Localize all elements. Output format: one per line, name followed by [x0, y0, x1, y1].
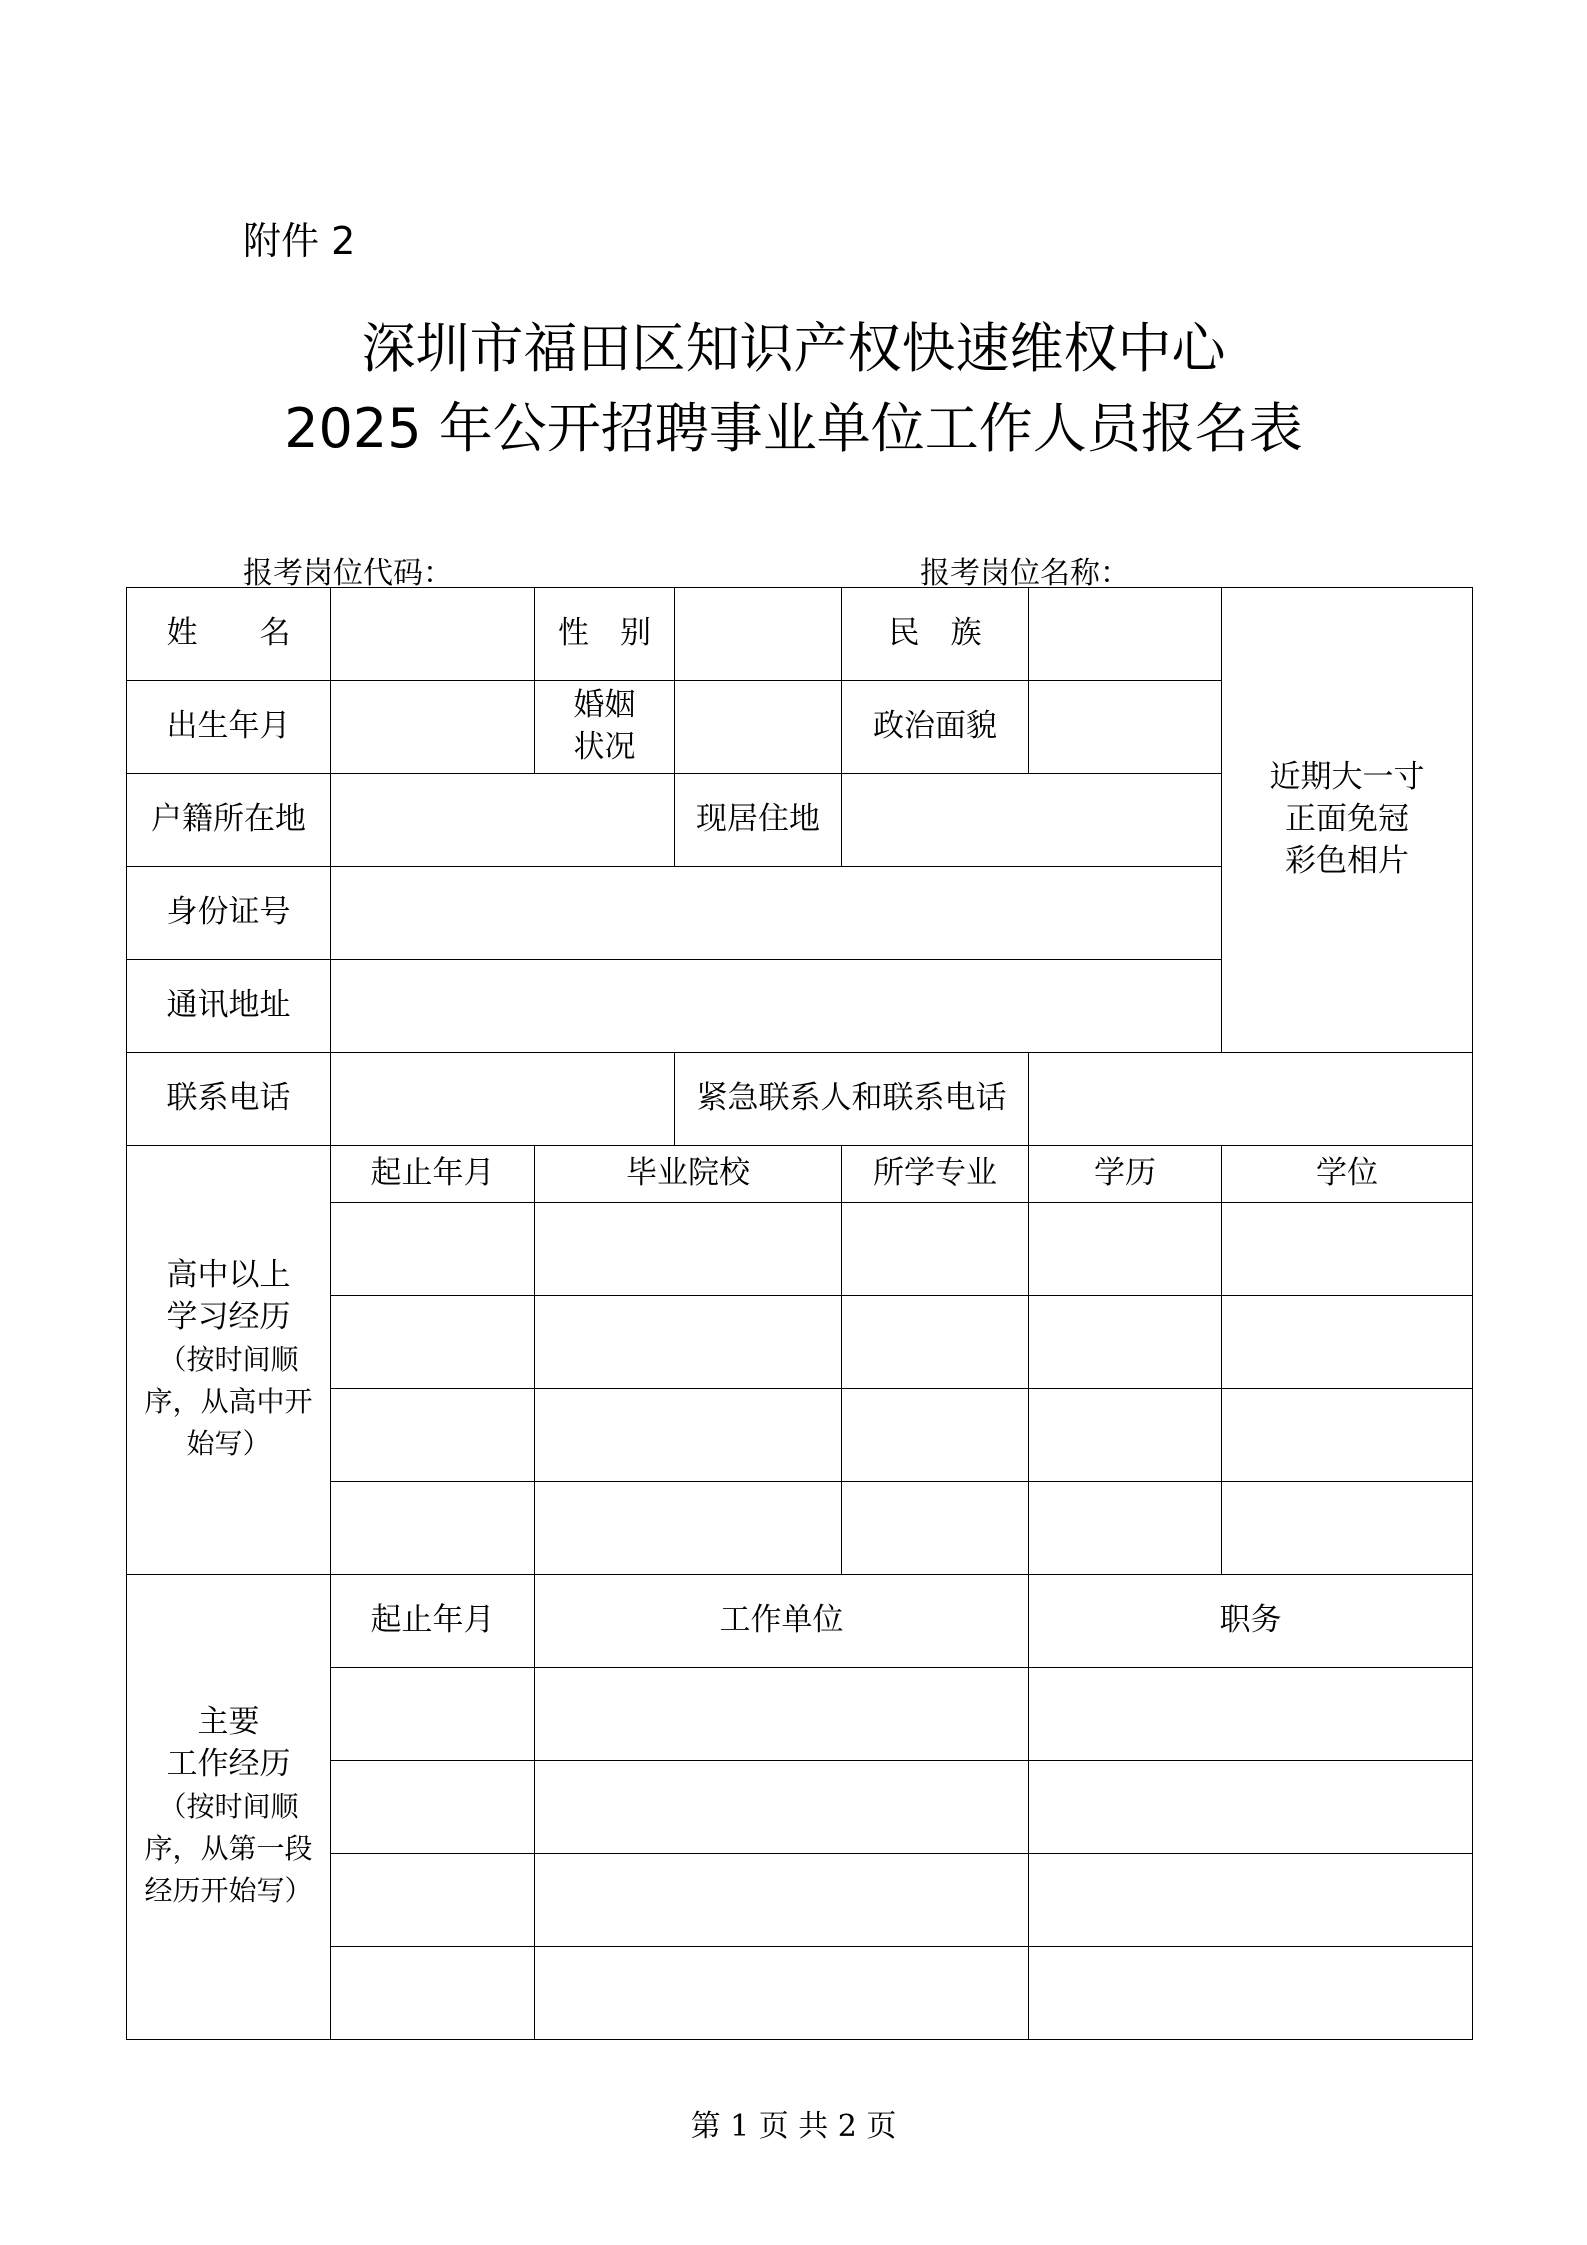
work-period-input[interactable] — [331, 1668, 535, 1761]
position-code-label: 报考岗位代码： — [243, 556, 453, 591]
edu-header-major: 所学专业 — [842, 1146, 1029, 1203]
work-period-input[interactable] — [331, 1947, 535, 2040]
education-title-2: 学习经历 — [166, 1299, 291, 1335]
edu-header-degree-level: 学历 — [1029, 1146, 1222, 1203]
residence-input[interactable] — [842, 774, 1222, 867]
emergency-contact-input[interactable] — [1029, 1053, 1473, 1146]
edu-period-input[interactable] — [331, 1203, 535, 1296]
work-employer-input[interactable] — [535, 1761, 1029, 1854]
education-section-label — [127, 1146, 331, 1575]
work-position-input[interactable] — [1029, 1761, 1473, 1854]
id-number-label: 身份证号 — [127, 867, 331, 960]
political-label: 政治面貌 — [842, 681, 1029, 774]
edu-level-input[interactable] — [1029, 1389, 1222, 1482]
phone-label: 联系电话 — [127, 1053, 331, 1146]
hukou-label: 户籍所在地 — [127, 774, 331, 867]
page-number: 第 1 页 共 2 页 — [690, 2109, 897, 2144]
political-input[interactable] — [1029, 681, 1222, 774]
edu-school-input[interactable] — [535, 1203, 842, 1296]
photo-note-line2: 正面免冠 — [1285, 801, 1409, 838]
work-title-2: 工作经历 — [166, 1746, 291, 1782]
edu-level-input[interactable] — [1029, 1482, 1222, 1575]
edu-school-input[interactable] — [535, 1389, 842, 1482]
work-employer-input[interactable] — [535, 1947, 1029, 2040]
ethnicity-label: 民 族 — [842, 588, 1029, 681]
edu-level-input[interactable] — [1029, 1296, 1222, 1389]
edu-degree-input[interactable] — [1222, 1296, 1473, 1389]
edu-major-input[interactable] — [842, 1389, 1029, 1482]
emergency-contact-label: 紧急联系人和联系电话 — [675, 1053, 1029, 1146]
id-number-input[interactable] — [331, 867, 1222, 960]
work-position-input[interactable] — [1029, 1854, 1473, 1947]
edu-header-degree: 学位 — [1222, 1146, 1473, 1203]
address-input[interactable] — [331, 960, 1222, 1053]
gender-label: 性 别 — [535, 588, 675, 681]
work-section-label — [127, 1575, 331, 2040]
edu-header-period: 起止年月 — [331, 1146, 535, 1203]
marital-input[interactable] — [675, 681, 842, 774]
hukou-input[interactable] — [331, 774, 675, 867]
edu-major-input[interactable] — [842, 1482, 1029, 1575]
edu-period-input[interactable] — [331, 1389, 535, 1482]
application-form-table — [126, 587, 1473, 2040]
work-header-period: 起止年月 — [331, 1575, 535, 1668]
work-employer-input[interactable] — [535, 1668, 1029, 1761]
edu-degree-input[interactable] — [1222, 1389, 1473, 1482]
work-header-position: 职务 — [1029, 1575, 1473, 1668]
work-employer-input[interactable] — [535, 1854, 1029, 1947]
photo-box[interactable] — [1222, 588, 1473, 1053]
ethnicity-input[interactable] — [1029, 588, 1222, 681]
edu-header-school: 毕业院校 — [535, 1146, 842, 1203]
address-label: 通讯地址 — [127, 960, 331, 1053]
edu-major-input[interactable] — [842, 1203, 1029, 1296]
work-header-employer: 工作单位 — [535, 1575, 1029, 1668]
form-title-line1: 深圳市福田区知识产权快速维权中心 — [361, 317, 1226, 380]
edu-level-input[interactable] — [1029, 1203, 1222, 1296]
edu-school-input[interactable] — [535, 1482, 842, 1575]
work-period-input[interactable] — [331, 1854, 535, 1947]
edu-period-input[interactable] — [331, 1296, 535, 1389]
birth-input[interactable] — [331, 681, 535, 774]
birth-label: 出生年月 — [127, 681, 331, 774]
phone-input[interactable] — [331, 1053, 675, 1146]
work-position-input[interactable] — [1029, 1947, 1473, 2040]
work-position-input[interactable] — [1029, 1668, 1473, 1761]
edu-school-input[interactable] — [535, 1296, 842, 1389]
photo-note-line1: 近期大一寸 — [1269, 759, 1425, 796]
edu-degree-input[interactable] — [1222, 1482, 1473, 1575]
name-input[interactable] — [331, 588, 535, 681]
position-name-label: 报考岗位名称： — [920, 556, 1130, 591]
residence-label: 现居住地 — [675, 774, 842, 867]
education-title-1: 高中以上 — [166, 1257, 291, 1294]
gender-input[interactable] — [675, 588, 842, 681]
photo-note-line3: 彩色相片 — [1285, 842, 1409, 879]
edu-period-input[interactable] — [331, 1482, 535, 1575]
education-note: （按时间顺序，从高中开始写） — [144, 1342, 313, 1460]
work-period-input[interactable] — [331, 1761, 535, 1854]
work-title-1: 主要 — [197, 1704, 260, 1741]
edu-degree-input[interactable] — [1222, 1203, 1473, 1296]
form-title-line2: 2025 年公开招聘事业单位工作人员报名表 — [284, 397, 1303, 460]
work-note: （按时间顺序，从第一段经历开始写） — [144, 1789, 313, 1907]
attachment-label: 附件 2 — [243, 219, 356, 263]
marital-label: 婚姻状况 — [535, 681, 675, 774]
name-label: 姓 名 — [127, 588, 331, 681]
edu-major-input[interactable] — [842, 1296, 1029, 1389]
